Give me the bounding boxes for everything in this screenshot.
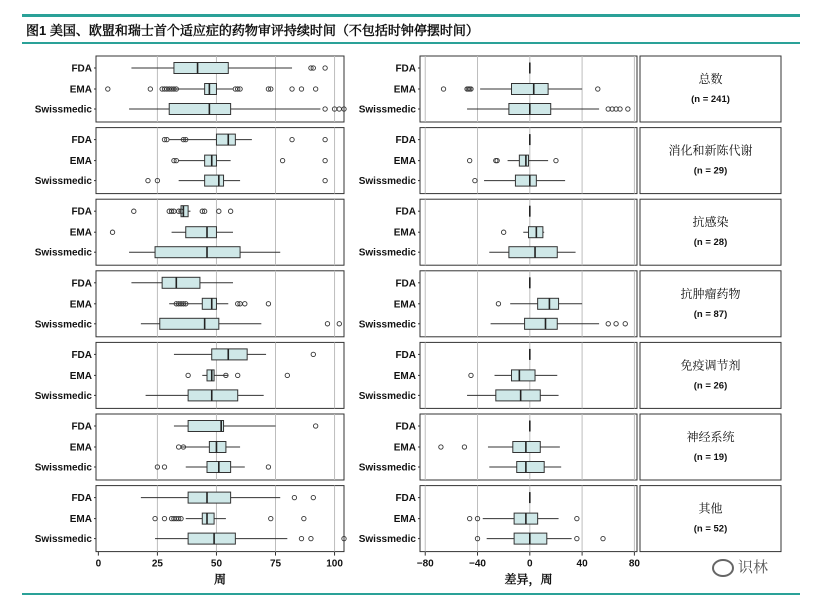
facet-label-2: 抗感染: [692, 215, 729, 230]
left-xtick-label-2: 50: [210, 558, 223, 570]
right-agency-label-5-2: Swissmedic: [358, 462, 416, 474]
left-agency-label-6-2: Swissmedic: [34, 534, 92, 546]
right-agency-label-0-2: Swissmedic: [358, 104, 416, 116]
right-facet5-swissmedic-box: [517, 462, 544, 473]
right-agency-label-6-1: EMA: [393, 514, 416, 526]
right-agency-label-2-1: EMA: [393, 227, 416, 239]
facet-strip-3: [640, 271, 781, 337]
left-xtick-label-4: 100: [326, 558, 343, 570]
right-agency-label-3-0: FDA: [395, 278, 416, 290]
watermark: [712, 556, 768, 577]
left-facet2-swissmedic-box: [155, 247, 240, 258]
right-facet4-swissmedic-box: [496, 390, 540, 401]
facet-label-1: 消化和新陈代谢: [668, 143, 753, 158]
left-facet1-ema-box: [205, 155, 217, 166]
left-xlabel: 周: [213, 572, 227, 587]
left-facet6-swissmedic-box: [188, 533, 235, 544]
wechat-icon: [712, 559, 734, 577]
left-agency-label-1-2: Swissmedic: [34, 176, 92, 188]
watermark-text: 识林: [738, 559, 769, 576]
left-xtick-label-1: 25: [151, 558, 163, 570]
right-agency-label-3-2: Swissmedic: [358, 319, 416, 331]
left-facet2-ema-box: [186, 227, 217, 238]
right-xtick-label-2: 0: [527, 558, 533, 570]
left-agency-label-2-2: Swissmedic: [34, 247, 92, 259]
bottom-rule: [22, 593, 800, 595]
right-facet2-swissmedic-box: [509, 247, 557, 258]
facet-strip-4: [640, 342, 781, 408]
facet-n-1: (n = 29): [693, 165, 728, 177]
facet-n-3: (n = 87): [693, 308, 728, 320]
right-xtick-label-0: −80: [416, 558, 434, 570]
facet-strip-0: [640, 56, 781, 122]
right-agency-label-0-0: FDA: [395, 63, 416, 75]
left-facet5-fda-box: [188, 421, 223, 432]
left-facet4-swissmedic-box: [188, 390, 238, 401]
right-agency-label-5-0: FDA: [395, 421, 416, 433]
right-facet3-swissmedic-box: [525, 318, 558, 329]
left-facet4-ema-box: [207, 370, 214, 381]
facet-n-6: (n = 52): [693, 523, 728, 535]
left-facet6-ema-box: [202, 513, 214, 524]
left-agency-label-5-1: EMA: [69, 442, 92, 454]
left-agency-label-3-0: FDA: [71, 278, 92, 290]
left-agency-label-6-1: EMA: [69, 514, 92, 526]
left-facet1-swissmedic-box: [205, 175, 224, 186]
left-agency-label-0-0: FDA: [71, 63, 92, 75]
left-agency-label-1-1: EMA: [69, 156, 92, 168]
left-agency-label-2-1: EMA: [69, 227, 92, 239]
left-agency-label-0-2: Swissmedic: [34, 104, 92, 116]
right-agency-label-0-1: EMA: [393, 84, 416, 96]
left-agency-label-3-2: Swissmedic: [34, 319, 92, 331]
facet-n-5: (n = 19): [693, 452, 728, 463]
left-agency-label-6-0: FDA: [71, 493, 92, 505]
left-facet0-ema-box: [205, 84, 217, 95]
facet-strip-5: [640, 414, 781, 480]
left-facet6-fda-box: [188, 492, 231, 503]
facet-label-3: 抗肿瘤药物: [680, 286, 741, 301]
left-agency-label-4-2: Swissmedic: [34, 390, 92, 402]
facet-label-4: 免疫调节剂: [680, 358, 741, 373]
right-agency-label-4-1: EMA: [393, 370, 416, 382]
right-agency-label-1-0: FDA: [395, 135, 416, 147]
right-facet1-swissmedic-box: [515, 175, 536, 186]
right-agency-label-5-1: EMA: [393, 442, 416, 454]
facet-n-0: (n = 241): [691, 94, 730, 105]
facet-label-6: 其他: [698, 501, 723, 516]
left-facet0-swissmedic-box: [169, 104, 230, 115]
right-agency-label-1-2: Swissmedic: [358, 176, 416, 188]
right-agency-label-4-2: Swissmedic: [358, 390, 416, 402]
facet-strip-1: [640, 128, 781, 194]
facet-n-4: (n = 26): [693, 380, 728, 392]
left-agency-label-5-0: FDA: [71, 421, 92, 433]
left-agency-label-1-0: FDA: [71, 135, 92, 147]
left-agency-label-3-1: EMA: [69, 299, 92, 311]
left-agency-label-4-0: FDA: [71, 349, 92, 361]
figure-title: 图1 美国、欧盟和瑞士首个适应症的药物审评持续时间（不包括时钟停摆时间）: [26, 23, 479, 38]
left-agency-label-4-1: EMA: [69, 370, 92, 382]
left-facet3-ema-box: [202, 298, 216, 309]
right-agency-label-2-0: FDA: [395, 206, 416, 218]
facet-strip-6: [640, 486, 781, 552]
right-agency-label-3-1: EMA: [393, 299, 416, 311]
right-xtick-label-1: −40: [469, 558, 487, 570]
right-agency-label-1-1: EMA: [393, 156, 416, 168]
facet-n-2: (n = 28): [693, 237, 728, 249]
left-xtick-label-3: 75: [269, 558, 282, 570]
left-agency-label-5-2: Swissmedic: [34, 462, 92, 474]
left-facet5-ema-box: [209, 442, 226, 453]
right-facet3-ema-box: [538, 298, 559, 309]
left-facet1-fda-box: [216, 134, 235, 145]
left-agency-label-2-0: FDA: [71, 206, 92, 218]
facet-label-0: 总数: [698, 72, 723, 86]
right-agency-label-2-2: Swissmedic: [358, 247, 416, 259]
right-xtick-label-4: 80: [628, 558, 640, 570]
right-xlabel: 差异，周: [504, 572, 553, 587]
right-facet4-ema-box: [512, 370, 536, 381]
right-agency-label-6-2: Swissmedic: [358, 534, 416, 546]
right-xtick-label-3: 40: [576, 558, 588, 570]
facet-label-5: 神经系统: [686, 430, 735, 444]
facet-strip-2: [640, 199, 781, 265]
left-facet3-fda-box: [162, 277, 200, 288]
right-agency-label-6-0: FDA: [395, 493, 416, 505]
left-xtick-label-0: 0: [95, 558, 102, 570]
right-facet1-ema-box: [519, 155, 528, 166]
right-facet0-ema-box: [512, 84, 549, 95]
left-facet4-fda-box: [212, 349, 247, 360]
left-facet3-swissmedic-box: [160, 318, 219, 329]
left-facet0-fda-box: [174, 63, 228, 74]
right-agency-label-4-0: FDA: [395, 349, 416, 361]
left-facet2-fda-box: [181, 206, 188, 217]
left-agency-label-0-1: EMA: [69, 84, 92, 96]
